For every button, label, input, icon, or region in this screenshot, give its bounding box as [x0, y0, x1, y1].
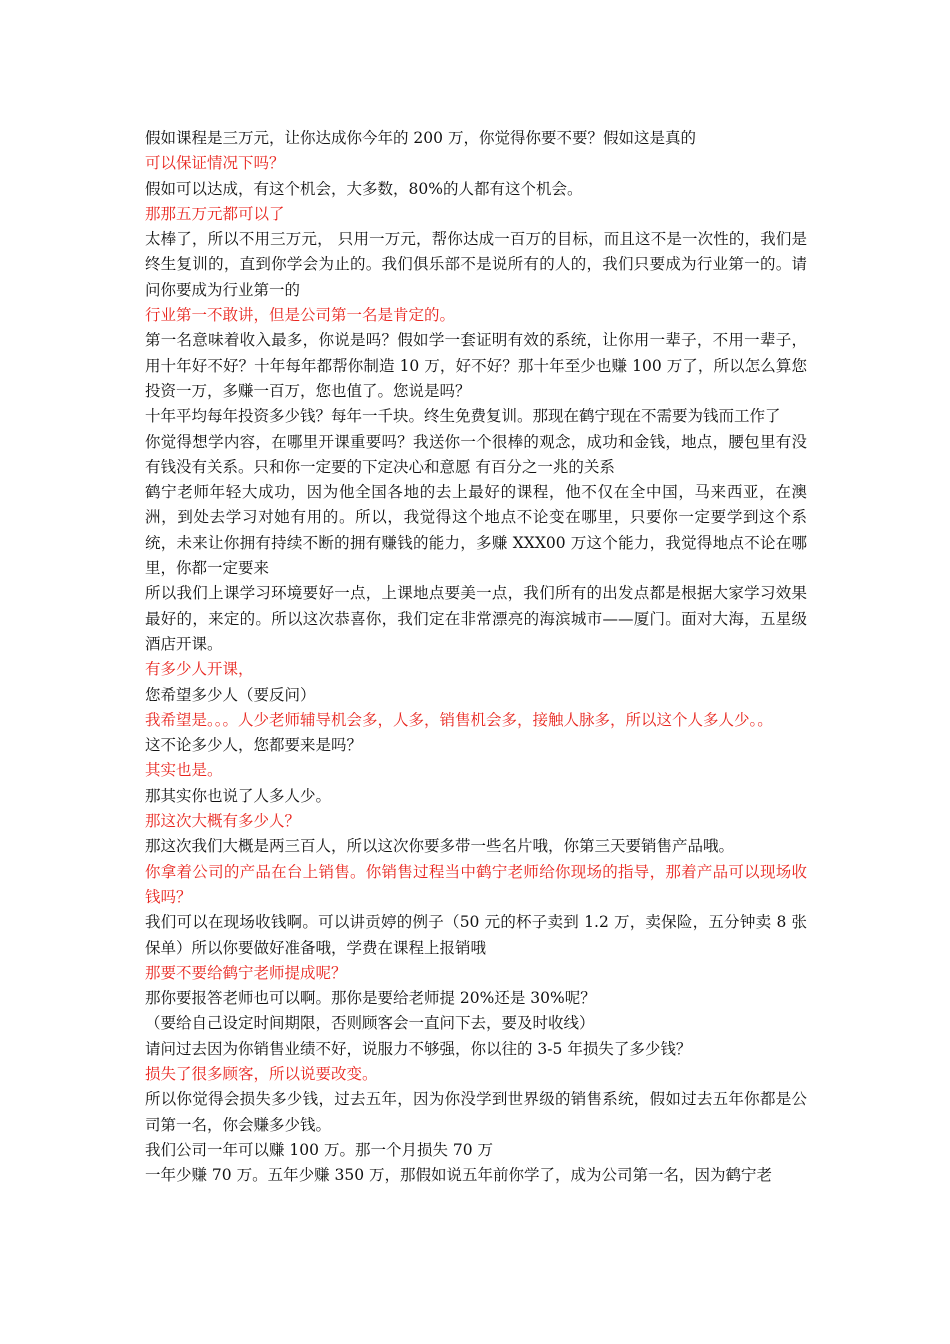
paragraph-highlight: 其实也是。 — [145, 761, 223, 780]
document-body — [145, 126, 807, 1188]
paragraph: 假如可以达成，有这个机会，大多数，80%的人都有这个机会。 — [145, 179, 583, 198]
paragraph: 我们公司一年可以赚 100 万。那一个月损失 70 万 — [145, 1140, 494, 1159]
paragraph: 那其实你也说了人多人少。 — [145, 786, 332, 805]
paragraph-highlight: 损失了很多顾客，所以说要改变。 — [145, 1064, 378, 1083]
paragraph: 第一名意味着收入最多，你说是吗？假如学一套证明有效的系统，让你用一辈子，不用一辈子，用十年好不好？十年每年都帮你制造 10 万，好不好？那十年至少也赚 100 万了，所以怎么算您投资一万，多赚一百万，您也值了。您说是吗？ — [145, 331, 807, 400]
paragraph: 一年少赚 70 万。五年少赚 350 万，那假如说五年前你学了，成为公司第一名，因为鹤宁老 — [145, 1166, 773, 1185]
paragraph: 你觉得想学内容，在哪里开课重要吗？我送你一个很棒的观念，成功和金钱，地点，腰包里有没有钱没有关系。只和你一定要的下定决心和意愿 有百分之一兆的关系 — [145, 432, 807, 476]
paragraph: 请问过去因为你销售业绩不好，说服力不够强，你以往的 3-5 年损失了多少钱？ — [145, 1039, 692, 1058]
paragraph: 那你要报答老师也可以啊。那你是要给老师提 20%还是 30%呢？ — [145, 989, 596, 1008]
paragraph: （要给自己设定时间期限，否则顾客会一直问下去，要及时收线） — [145, 1014, 595, 1033]
paragraph-highlight: 可以保证情况下吗？ — [145, 154, 285, 173]
paragraph-highlight: 那要不要给鹤宁老师提成呢？ — [145, 963, 347, 982]
paragraph: 太棒了，所以不用三万元， 只用一万元，帮你达成一百万的目标，而且这不是一次性的，我们是终生复训的，直到你学会为止的。我们俱乐部不是说所有的人的，我们只要成为行业第一的。请问你要成为行业第一的 — [145, 230, 807, 299]
paragraph: 这不论多少人，您都要来是吗？ — [145, 736, 363, 755]
paragraph: 鹤宁老师年轻大成功，因为他全国各地的去上最好的课程，他不仅在全中国，马来西亚，在澳洲，到处去学习对她有用的。所以，我觉得这个地点不论变在哪里，只要你一定要学到这个系统，未来让你拥有持续不断的拥有赚钱的能力，多赚 XXX00 万这个能力，我觉得地点不论在哪里，你都一定要来 — [145, 483, 807, 578]
paragraph: 您希望多少人（要反问） — [145, 685, 316, 704]
paragraph-highlight: 那那五万元都可以了 — [145, 204, 285, 223]
paragraph: 假如课程是三万元，让你达成你今年的 200 万，你觉得你要不要？假如这是真的 — [145, 129, 696, 147]
paragraph: 所以我们上课学习环境要好一点，上课地点要美一点，我们所有的出发点都是根据大家学习效果最好的，来定的。所以这次恭喜你，我们定在非常漂亮的海滨城市——厦门。面对大海，五星级酒店开课。 — [145, 584, 807, 653]
paragraph: 那这次我们大概是两三百人，所以这次你要多带一些名片哦，你第三天要销售产品哦。 — [145, 837, 735, 856]
paragraph-highlight: 那这次大概有多少人？ — [145, 812, 301, 831]
paragraph: 十年平均每年投资多少钱？每年一千块。终生免费复训。那现在鹤宁现在不需要为钱而工作了 — [145, 407, 781, 426]
paragraph: 我们可以在现场收钱啊。可以讲贡婷的例子（50 元的杯子卖到 1.2 万，卖保险，五分钟卖 8 张保单）所以你要做好准备哦，学费在课程上报销哦 — [145, 913, 807, 957]
paragraph: 所以你觉得会损失多少钱，过去五年，因为你没学到世界级的销售系统，假如过去五年你都是公司第一名，你会赚多少钱。 — [145, 1090, 807, 1134]
paragraph-highlight: 有多少人开课， — [145, 660, 254, 679]
paragraph-highlight: 我希望是。。。人少老师辅导机会多，人多，销售机会多，接触人脉多，所以这个人多人少。。 — [145, 710, 773, 729]
paragraph-highlight: 行业第一不敢讲，但是公司第一名是肯定的。 — [145, 306, 456, 325]
paragraph-highlight: 你拿着公司的产品在台上销售。你销售过程当中鹤宁老师给你现场的指导，那着产品可以现场收钱吗？ — [145, 862, 807, 906]
